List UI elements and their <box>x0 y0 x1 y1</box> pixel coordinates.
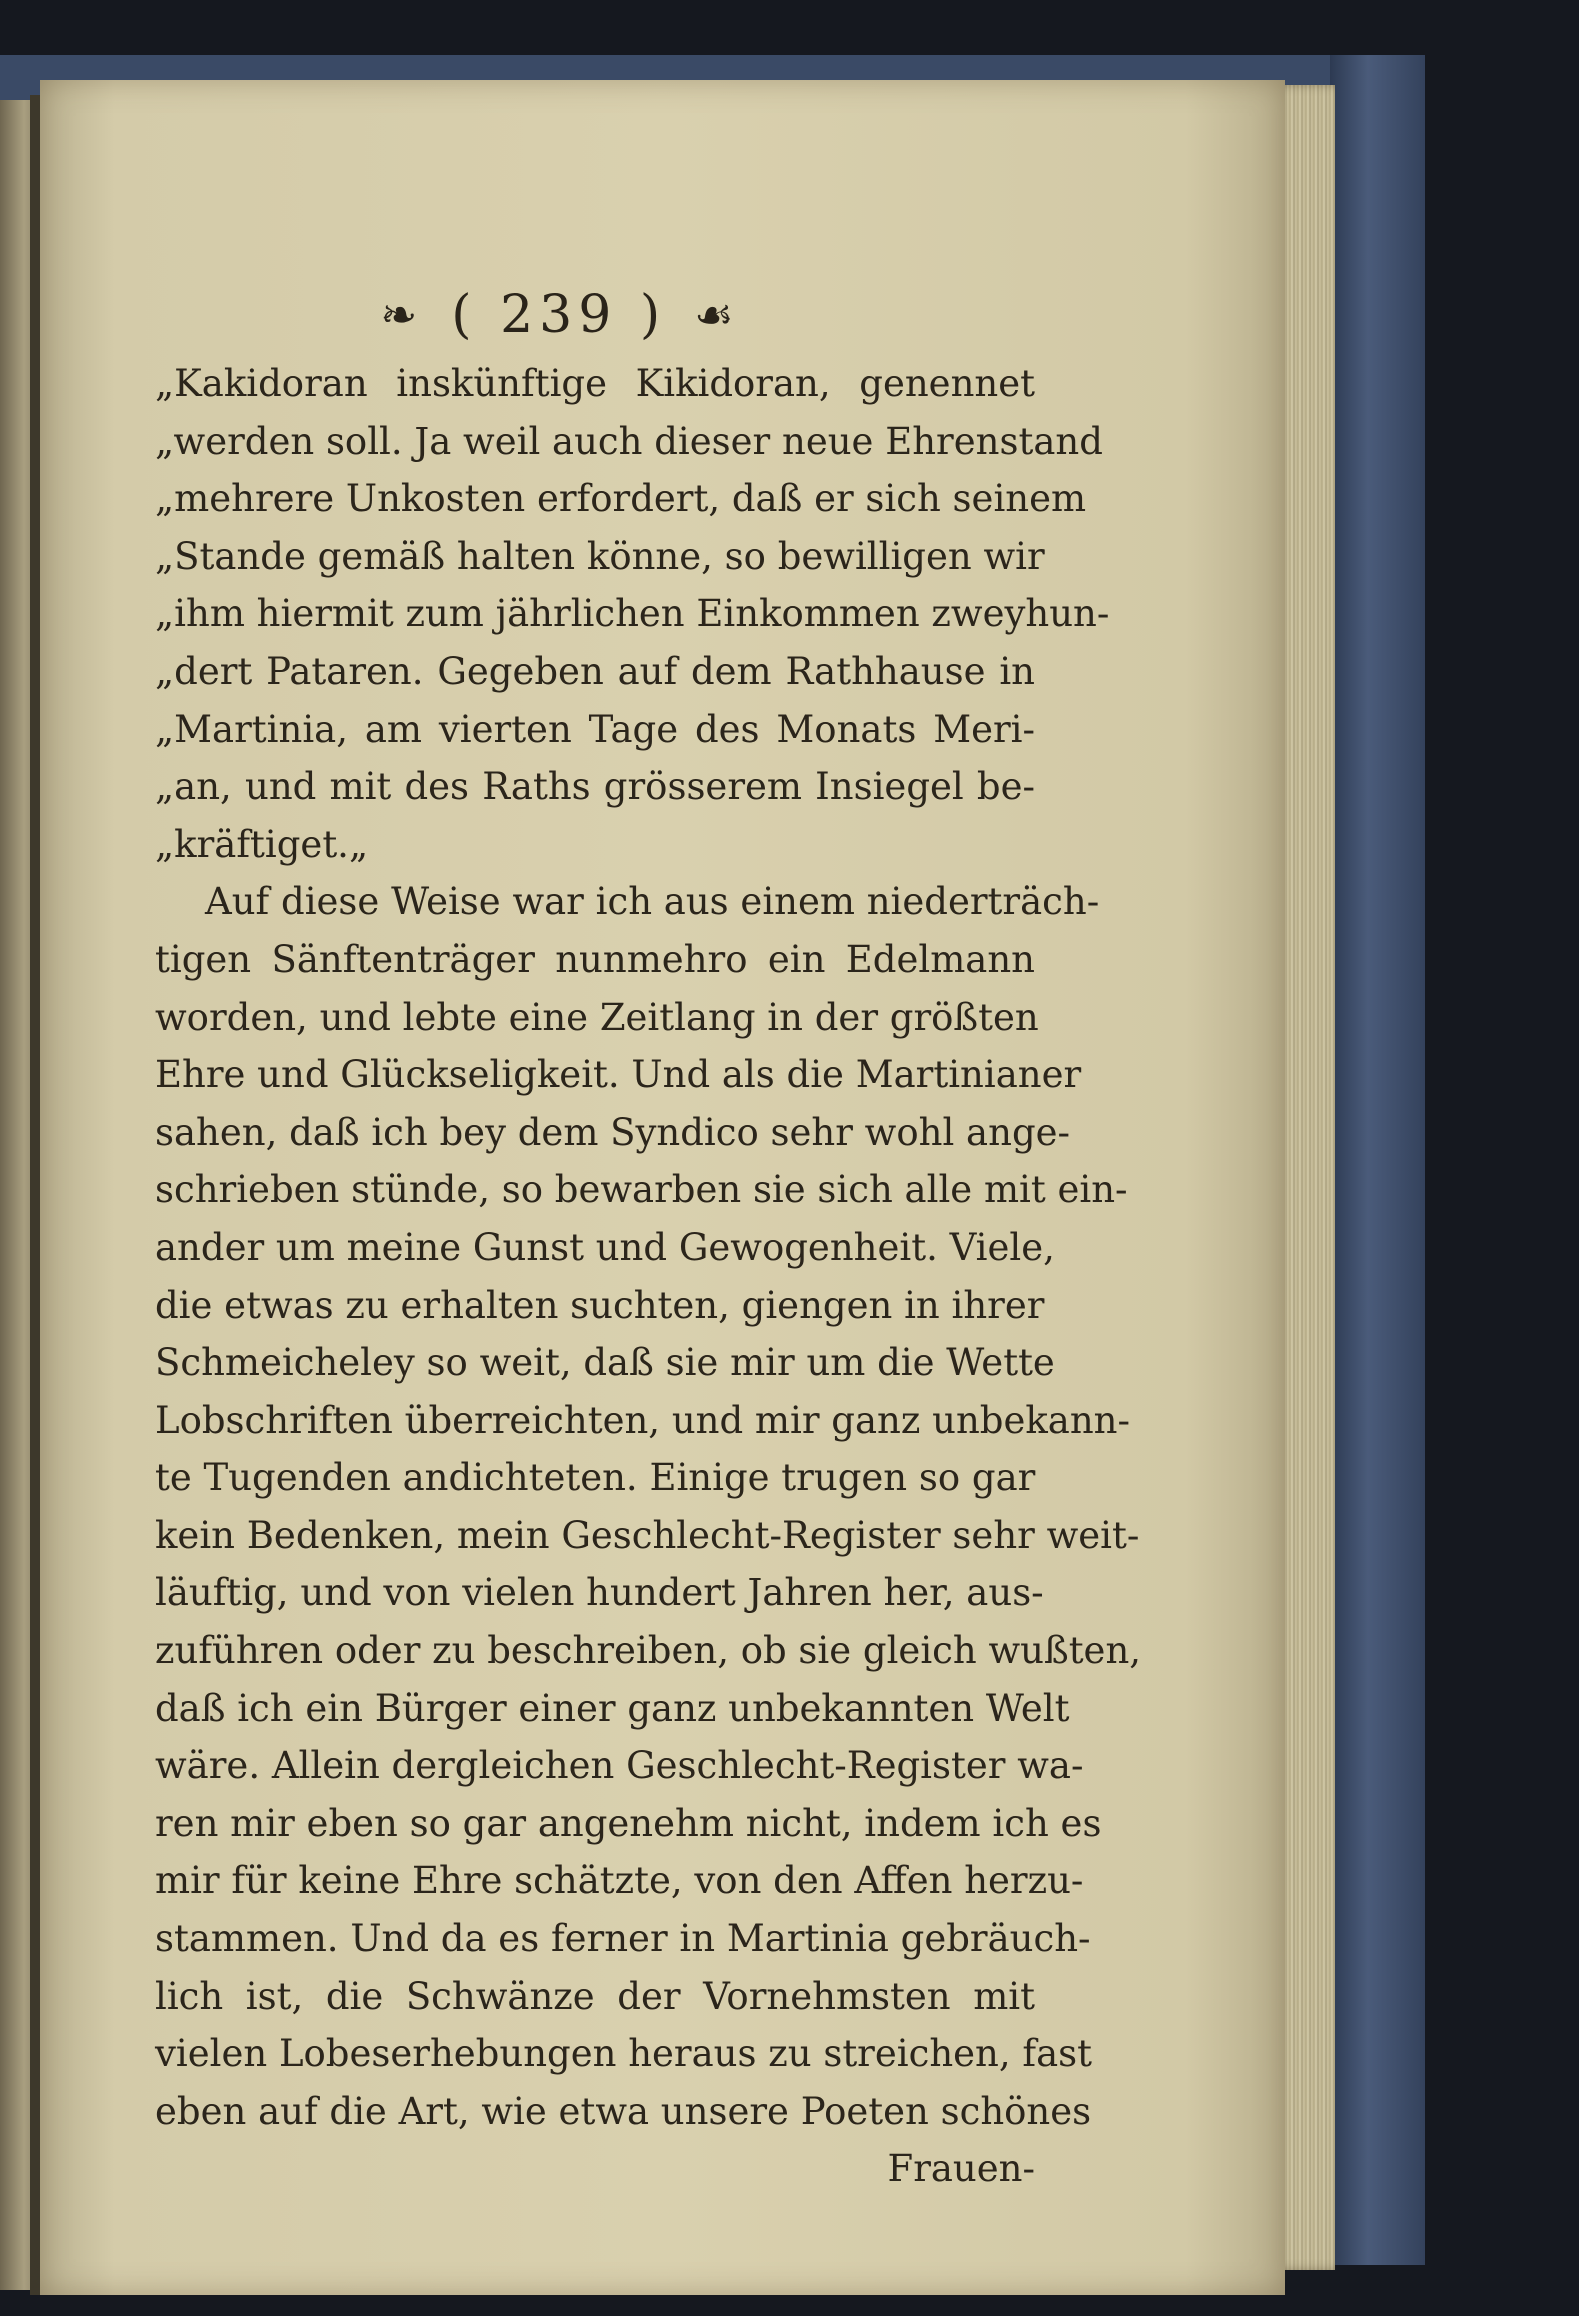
text-line: läuftig, und von vielen hundert Jahren her, aus- <box>155 1571 1044 1615</box>
text-line: ren mir eben so gar angenehm nicht, indem ich es <box>155 1801 1102 1845</box>
catchword: Frauen- <box>887 2147 1035 2191</box>
text-line: „ihm hiermit zum jährlichen Einkommen zweyhun- <box>155 592 1110 636</box>
text-line: Auf diese Weise war ich aus einem niederträch- <box>205 880 1100 924</box>
text-line: Schmeicheley so weit, daß sie mir um die Wette <box>155 1341 1055 1385</box>
text-line: schrieben stünde, so bewarben sie sich alle mit ein- <box>155 1168 1128 1212</box>
text-line: „Stande gemäß halten könne, so bewilligen wir <box>155 534 1045 578</box>
text-line: die etwas zu erhalten suchten, giengen in ihrer <box>155 1283 1045 1327</box>
text-line: lich ist, die Schwänze der Vornehmsten mit <box>155 1974 1035 2018</box>
text-line: ander um meine Gunst und Gewogenheit. Viele, <box>155 1225 1055 1269</box>
book-page <box>40 80 1285 2295</box>
text-line: „an, und mit des Raths grösserem Insiegel be- <box>155 765 1035 809</box>
text-line: daß ich ein Bürger einer ganz unbekannten Welt <box>155 1686 1070 1730</box>
body-text <box>155 355 1142 2198</box>
text-line: mir für keine Ehre schätzte, von den Affen herzu- <box>155 1859 1084 1903</box>
text-line: „dert Pataren. Gegeben auf dem Rathhause in <box>155 649 1035 693</box>
text-line: sahen, daß ich bey dem Syndico sehr wohl ange- <box>155 1110 1071 1154</box>
text-line: stammen. Und da es ferner in Martinia gebräuch- <box>155 1917 1091 1961</box>
ornament-left-icon: ❧ <box>380 289 424 341</box>
text-line: vielen Lobeserhebungen heraus zu streichen, fast <box>155 2032 1093 2076</box>
text-line: worden, und lebte eine Zeitlang in der größten <box>155 995 1039 1039</box>
text-line: „mehrere Unkosten erfordert, daß er sich seinem <box>155 477 1087 521</box>
page-number: ( 239 ) <box>451 285 667 345</box>
text-line: zuführen oder zu beschreiben, ob sie gleich wußten, <box>155 1629 1142 1673</box>
text-line: Ehre und Glückseligkeit. Und als die Martinianer <box>155 1053 1082 1097</box>
text-line: „kräftiget.„ <box>155 822 369 866</box>
page-header <box>300 275 820 355</box>
text-line: tigen Sänftenträger nunmehro ein Edelmann <box>155 937 1035 981</box>
ornament-right-icon: ☙ <box>694 289 740 341</box>
text-line: „Kakidoran inskünftige Kikidoran, genennet <box>155 362 1035 405</box>
text-line: Lobschriften überreichten, und mir ganz unbekann- <box>155 1398 1131 1442</box>
book-cover-right <box>1330 55 1425 2265</box>
text-line: „Martinia, am vierten Tage des Monats Meri- <box>155 707 1035 751</box>
text-line: kein Bedenken, mein Geschlecht-Register sehr weit- <box>155 1513 1140 1557</box>
text-line: te Tugenden andichteten. Einige trugen so gar <box>155 1456 1036 1500</box>
text-line: „werden soll. Ja weil auch dieser neue Ehrenstand <box>155 419 1103 463</box>
text-line: eben auf die Art, wie etwa unsere Poeten schönes <box>155 2089 1092 2133</box>
text-line: wäre. Allein dergleichen Geschlecht-Register wa- <box>155 1744 1084 1788</box>
